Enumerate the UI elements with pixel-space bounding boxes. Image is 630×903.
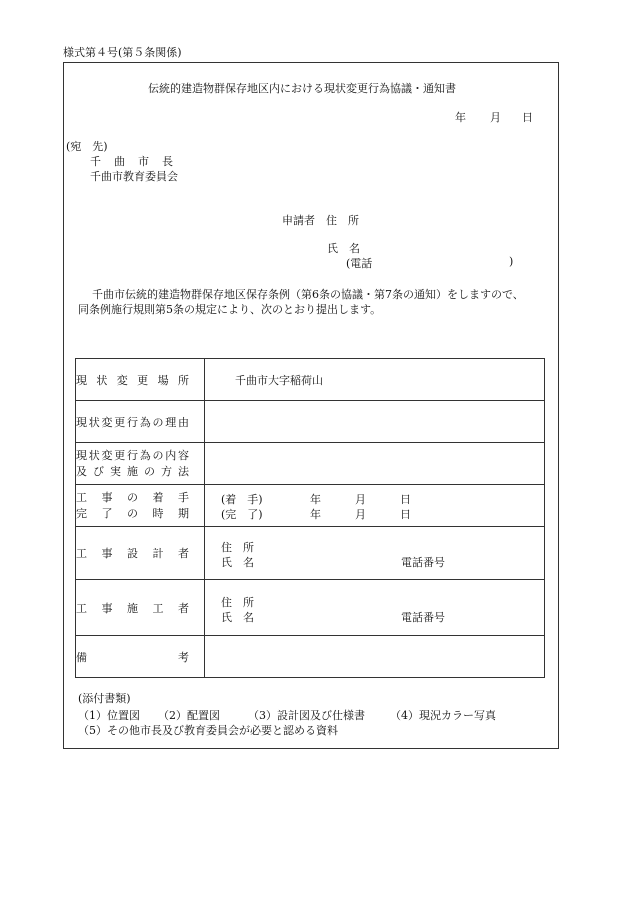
form-number: 様式第４号(第５条関係) [63,46,182,59]
addressee-mayor: 千曲市長 [90,155,186,168]
contractor-address-label: 住 所 [221,596,254,609]
period-start-label: (着 手) [221,493,263,506]
label-reason [76,401,205,443]
label-content [76,443,205,485]
date-day: 日 [522,111,533,124]
attachment-4: （4）現況カラー写真 [390,709,496,722]
table-row [76,636,545,678]
label-remarks [76,636,205,678]
designer-address-label: 住 所 [221,541,254,554]
application-table [75,358,545,678]
applicant-phone-open: (電話 [346,257,373,270]
label-designer-text: 工 事 設 計 者 [76,547,189,560]
table-row [76,401,545,443]
label-designer [76,527,205,580]
addressee-board: 千曲市教育委員会 [90,170,178,183]
applicant-address-label: 住 所 [326,214,359,227]
label-period-text-2: 完 了 の 時 期 [76,506,189,520]
value-contractor[interactable] [205,580,545,636]
period-start-year: 年 [310,493,321,506]
table-row [76,443,545,485]
attachment-5: （5）その他市長及び教育委員会が必要と認める資料 [78,724,338,737]
designer-phone-label: 電話番号 [401,556,445,569]
addressee-label: (宛 先) [66,140,108,153]
designer-name-label: 氏 名 [221,556,254,569]
label-period-text-1: 工 事 の 着 手 [76,490,189,504]
label-location [76,359,205,401]
date-month: 月 [490,111,501,124]
applicant-name-label: 氏 名 [327,242,360,255]
body-text-line-1: 千曲市伝統的建造物群保存地区保存条例（第6条の協議・第7条の通知）をしますので、 [92,288,524,301]
label-contractor [76,580,205,636]
contractor-phone-label: 電話番号 [401,611,445,624]
value-location: 千曲市大字稲荷山 [205,359,545,401]
period-end-month: 月 [355,508,366,521]
contractor-name-label: 氏 名 [221,611,254,624]
period-start-month: 月 [355,493,366,506]
attachments-heading: (添付書類) [78,692,131,705]
label-content-text-2: 及 び 実 施 の 方 法 [76,464,189,478]
label-content-text-1: 現 状 変 更 行 為 の 内 容 [76,448,189,462]
period-start-day: 日 [400,493,411,506]
value-period[interactable] [205,485,545,527]
attachment-3: （3）設計図及び仕様書 [248,709,365,722]
applicant-heading: 申請者 [282,214,315,227]
value-remarks[interactable] [205,636,545,678]
period-end-day: 日 [400,508,411,521]
table-row [76,580,545,636]
attachment-1: （1）位置図 [78,709,140,722]
label-remarks-text: 備 考 [76,650,189,664]
value-reason[interactable] [205,401,545,443]
table-row [76,527,545,580]
date-year: 年 [455,111,466,124]
label-contractor-text: 工 事 施 工 者 [76,601,189,615]
value-content[interactable] [205,443,545,485]
applicant-phone-close: ) [509,255,514,268]
label-reason-text: 現 状 変 更 行 為 の 理 由 [76,415,189,429]
body-text-line-2: 同条例施行規則第5条の規定により、次のとおり提出します。 [78,303,382,316]
attachment-2: （2）配置図 [158,709,220,722]
label-location-text: 現 状 変 更 場 所 [76,373,189,387]
form-title: 伝統的建造物群保存地区内における現状変更行為協議・通知書 [148,82,456,95]
table-row [76,485,545,527]
table-row [76,359,545,401]
value-designer[interactable] [205,527,545,580]
label-period [76,485,205,527]
period-end-year: 年 [310,508,321,521]
period-end-label: (完 了) [221,508,263,521]
